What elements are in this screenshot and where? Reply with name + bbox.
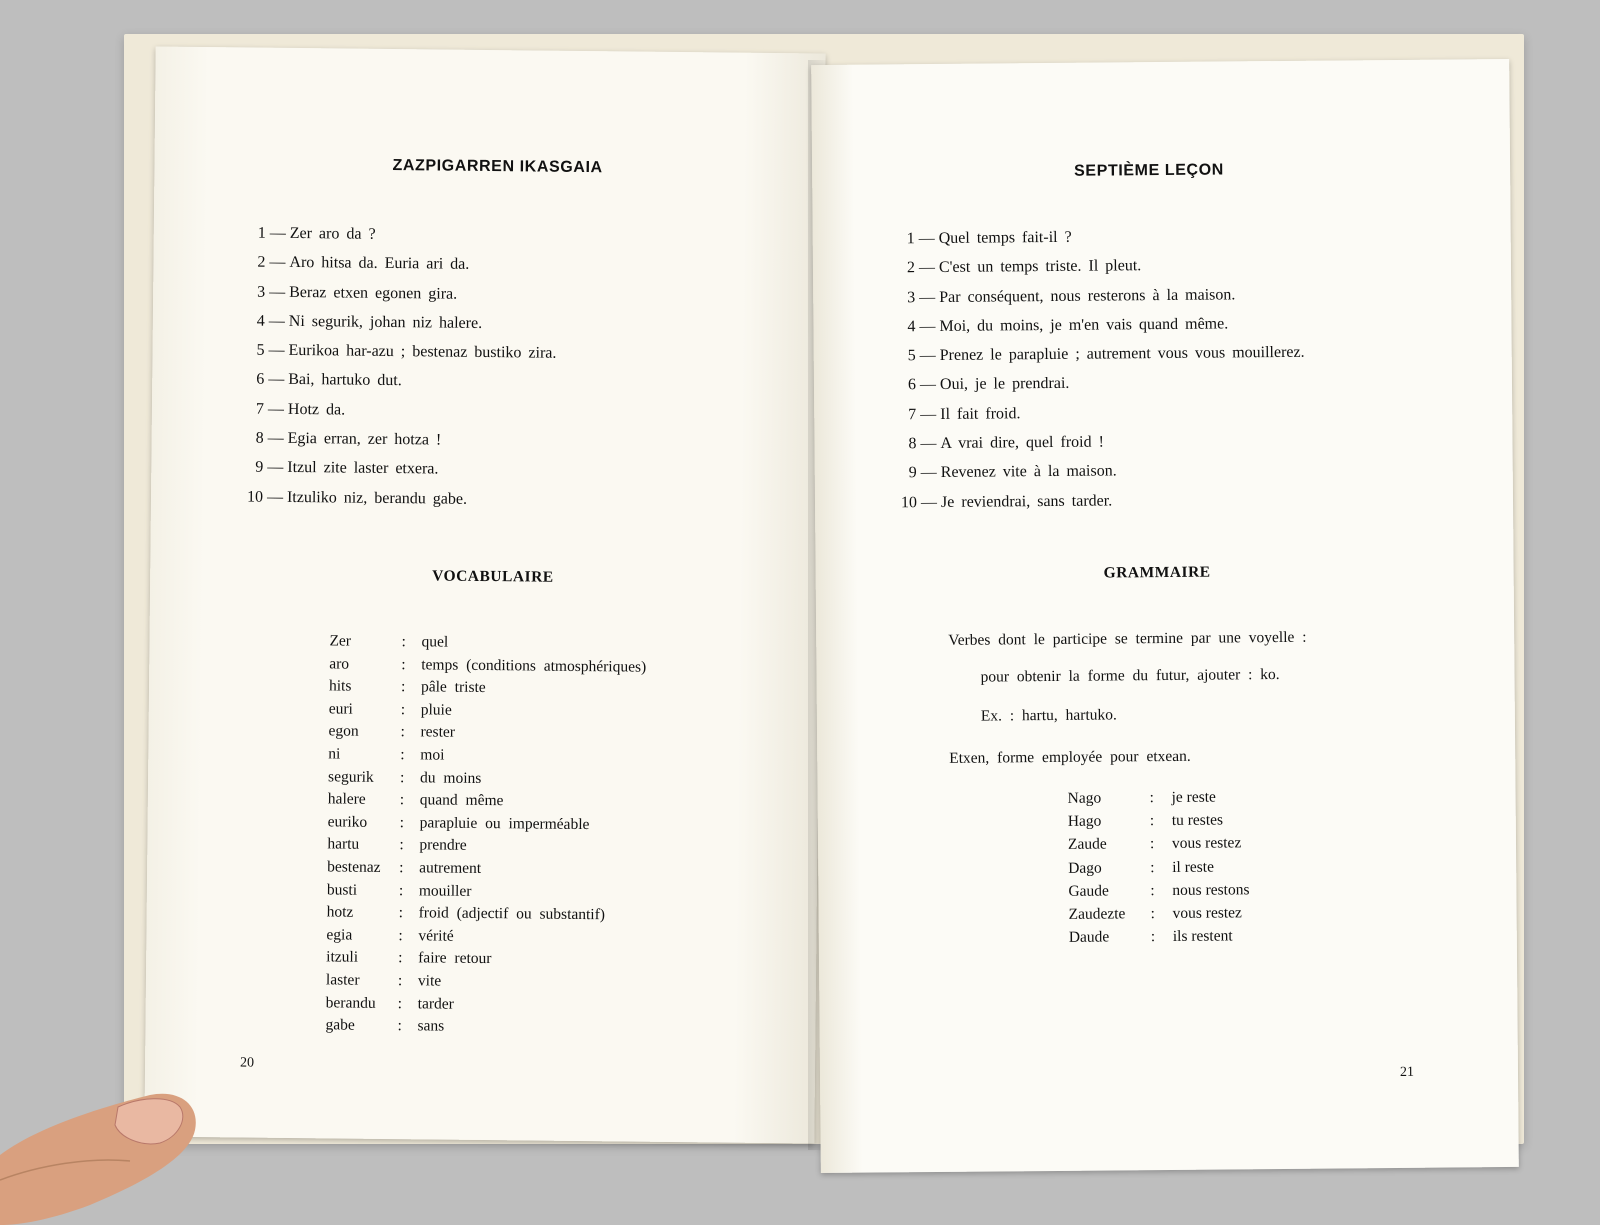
dash-separator: —	[919, 347, 936, 365]
colon-separator: :	[400, 700, 406, 718]
term: bestenaz	[327, 858, 381, 876]
dash-separator: —	[267, 429, 284, 447]
table-row	[327, 811, 644, 837]
line-text: Beraz etxen egonen gira.	[289, 283, 458, 303]
term: Daude	[1068, 928, 1110, 947]
line-number: 10	[900, 493, 918, 511]
translation: tu restes	[1171, 811, 1224, 830]
dialogue-line	[894, 367, 1305, 400]
line-text: Eurikoa har-azu ; bestenaz bustiko zira.	[288, 342, 557, 362]
table-row	[326, 992, 643, 1018]
table-row	[328, 721, 645, 747]
dialogue-line	[241, 482, 555, 515]
right-page	[811, 59, 1519, 1173]
dash-separator: —	[269, 283, 286, 301]
colon-separator: :	[1150, 858, 1155, 876]
table-row	[329, 676, 646, 702]
line-text: Aro hitsa da. Euria ari da.	[289, 254, 470, 274]
dialogue-line	[243, 306, 557, 339]
term: Zer	[329, 632, 352, 650]
translation: vous restez	[1171, 834, 1242, 853]
colon-separator: :	[400, 723, 405, 741]
left-dialogue-list	[241, 218, 558, 514]
colon-separator: :	[400, 746, 405, 764]
colon-separator: :	[400, 678, 406, 696]
right-page-title: SEPTIÈME LEÇON	[1074, 161, 1224, 180]
table-row	[1068, 901, 1249, 926]
translation: mouiller	[418, 881, 472, 900]
colon-separator: :	[1149, 812, 1155, 830]
translation: quand même	[419, 791, 504, 810]
term: euriko	[327, 813, 368, 831]
dialogue-line	[242, 336, 556, 369]
translation: prendre	[419, 836, 467, 855]
line-number: 6	[907, 376, 917, 394]
line-text: Revenez vite à la maison.	[940, 462, 1117, 482]
table-row	[328, 789, 645, 815]
dialogue-line	[241, 424, 555, 457]
translation: nous restons	[1172, 881, 1250, 899]
table-row	[1069, 924, 1250, 949]
dialogue-line	[894, 426, 1305, 459]
line-text: C'est un temps triste. Il pleut.	[938, 257, 1142, 277]
translation: ils restent	[1172, 927, 1233, 946]
translation: rester	[420, 723, 456, 742]
dash-separator: —	[266, 488, 284, 506]
line-text: Egia erran, zer hotza !	[287, 430, 442, 449]
colon-separator: :	[397, 972, 403, 990]
dash-separator: —	[918, 259, 936, 277]
colon-separator: :	[398, 904, 404, 922]
vocabulary-heading: VOCABULAIRE	[432, 567, 554, 586]
term: hartu	[327, 835, 360, 854]
dash-separator: —	[920, 464, 937, 482]
dialogue-line	[893, 279, 1304, 312]
term: Nago	[1067, 789, 1102, 807]
dash-separator: —	[920, 435, 937, 453]
line-number: 8	[908, 435, 917, 453]
table-row	[329, 698, 646, 724]
term: halere	[327, 790, 366, 808]
dialogue-line	[242, 394, 556, 427]
dash-separator: —	[268, 312, 285, 330]
term: segurik	[328, 767, 374, 786]
table-row	[326, 947, 643, 973]
line-text: Itzul zite laster etxera.	[287, 459, 439, 478]
term: Gaude	[1068, 882, 1109, 900]
term: hits	[328, 677, 352, 695]
dialogue-line	[894, 338, 1305, 371]
table-row	[326, 969, 643, 995]
colon-separator: :	[398, 949, 403, 967]
line-text: Hotz da.	[287, 400, 346, 419]
colon-separator: :	[399, 768, 405, 786]
table-row	[327, 879, 644, 905]
line-number: 2	[906, 259, 916, 277]
colon-separator: :	[399, 791, 405, 809]
dash-separator: —	[268, 341, 285, 360]
line-number: 8	[255, 429, 264, 447]
colon-separator: :	[399, 836, 404, 854]
line-text: Ni segurik, johan niz halere.	[288, 312, 483, 332]
page-number-right: 21	[1399, 1064, 1415, 1080]
translation: il reste	[1172, 858, 1215, 876]
term: gabe	[325, 1016, 355, 1034]
dash-separator: —	[919, 288, 936, 306]
table-row	[327, 856, 644, 882]
term: egia	[326, 926, 353, 944]
line-text: Par conséquent, nous resterons à la maison.	[939, 285, 1236, 306]
colon-separator: :	[398, 881, 404, 899]
table-row	[1067, 785, 1248, 810]
dash-separator: —	[919, 376, 937, 394]
line-number: 4	[907, 318, 916, 336]
term: Zaude	[1067, 835, 1107, 854]
table-row	[328, 766, 645, 792]
colon-separator: :	[1150, 928, 1156, 946]
line-text: Oui, je le prendrai.	[939, 375, 1070, 394]
dash-separator: —	[268, 371, 285, 389]
line-number: 7	[255, 400, 265, 418]
table-row	[1068, 855, 1249, 880]
left-page	[144, 47, 825, 1144]
left-page-title: ZAZPIGARREN IKASGAIA	[392, 157, 603, 177]
colon-separator: :	[398, 926, 403, 944]
term: euri	[328, 700, 353, 718]
table-row	[327, 834, 644, 860]
line-number: 1	[906, 230, 915, 248]
line-text: Prenez le parapluie ; autrement vous vous mouillerez.	[939, 343, 1305, 365]
grammar-heading: GRAMMAIRE	[1103, 563, 1211, 582]
dialogue-line	[895, 455, 1306, 488]
term: aro	[329, 654, 350, 673]
dash-separator: —	[920, 405, 937, 423]
grammar-line-2: pour obtenir la forme du futur, ajouter : ko.	[980, 666, 1280, 686]
translation: temps (conditions atmosphériques)	[421, 655, 647, 676]
dash-separator: —	[920, 493, 938, 511]
translation: tarder	[417, 994, 454, 1013]
translation: du moins	[419, 768, 482, 787]
term: Dago	[1068, 859, 1102, 877]
translation: vérité	[418, 927, 454, 945]
colon-separator: :	[1150, 905, 1155, 923]
translation: quel	[421, 633, 449, 651]
translation: vite	[417, 972, 442, 990]
line-text: Bai, hartuko dut.	[288, 371, 402, 390]
term: Zaudezte	[1068, 905, 1126, 923]
line-number: 1	[257, 224, 266, 242]
table-row	[329, 653, 646, 679]
line-text: Quel temps fait-il ?	[938, 228, 1072, 247]
table-row	[1068, 878, 1249, 903]
dialogue-line	[893, 221, 1304, 254]
dash-separator: —	[269, 254, 286, 272]
translation: moi	[420, 746, 445, 764]
colon-separator: :	[401, 655, 406, 673]
line-text: Moi, du moins, je m'en vais quand même.	[939, 315, 1229, 335]
dialogue-line	[242, 365, 556, 398]
dialogue-line	[243, 277, 557, 310]
dialogue-line	[893, 250, 1304, 283]
table-row	[327, 901, 644, 927]
translation: sans	[417, 1017, 445, 1035]
dialogue-line	[244, 218, 558, 251]
translation: parapluie ou imperméable	[419, 814, 590, 833]
dialogue-line	[893, 309, 1304, 342]
line-number: 2	[257, 253, 266, 271]
line-number: 3	[907, 288, 916, 306]
line-text: Zer aro da ?	[289, 224, 376, 243]
table-row	[329, 630, 646, 656]
translation: autrement	[419, 859, 482, 877]
finger-image	[0, 1085, 200, 1225]
table-row	[1068, 832, 1249, 857]
term: busti	[326, 880, 358, 899]
line-text: A vrai dire, quel froid !	[940, 433, 1104, 453]
table-row	[1068, 808, 1249, 833]
term: ni	[328, 745, 341, 763]
dialogue-line	[241, 453, 555, 486]
dialogue-line	[894, 397, 1305, 430]
colon-separator: :	[399, 859, 404, 877]
line-text: Itzuliko niz, berandu gabe.	[286, 488, 468, 508]
vocabulary-table	[325, 630, 646, 1040]
colon-separator: :	[1150, 881, 1155, 899]
colon-separator: :	[397, 994, 403, 1012]
translation: froid (adjectif ou substantif)	[418, 904, 606, 924]
colon-separator: :	[1149, 789, 1154, 807]
grammar-line-3: Ex. : hartu, hartuko.	[980, 706, 1117, 725]
line-text: Je reviendrai, sans tarder.	[940, 492, 1113, 511]
term: laster	[325, 971, 360, 989]
line-number: 3	[257, 283, 266, 301]
line-number: 6	[256, 371, 265, 389]
table-row	[328, 743, 645, 769]
dialogue-line	[895, 484, 1306, 517]
line-number: 5	[907, 347, 916, 365]
line-number: 7	[908, 405, 917, 424]
line-text: Il fait froid.	[940, 405, 1021, 423]
translation: pâle triste	[420, 678, 486, 697]
dash-separator: —	[918, 229, 935, 248]
translation: vous restez	[1172, 904, 1242, 922]
right-dialogue-list	[893, 221, 1306, 518]
dash-separator: —	[267, 400, 285, 418]
dash-separator: —	[919, 317, 936, 336]
colon-separator: :	[397, 1017, 402, 1035]
term: hotz	[326, 903, 354, 921]
dialogue-line	[243, 248, 557, 281]
dash-separator: —	[267, 459, 284, 477]
term: itzuli	[326, 948, 359, 967]
term: berandu	[325, 993, 376, 1012]
translation: faire retour	[418, 949, 492, 968]
colon-separator: :	[401, 633, 406, 651]
translation: pluie	[420, 701, 452, 719]
dash-separator: —	[269, 224, 286, 242]
conjugation-table	[1067, 785, 1249, 949]
table-row	[326, 924, 643, 950]
table-row	[325, 1014, 642, 1040]
line-number: 9	[255, 458, 264, 477]
term: egon	[328, 722, 359, 741]
line-number: 5	[256, 341, 265, 359]
line-number: 10	[246, 488, 264, 506]
grammar-line-4: Etxen, forme employée pour etxean.	[949, 747, 1191, 767]
line-number: 9	[908, 464, 917, 482]
translation: je reste	[1171, 788, 1216, 806]
colon-separator: :	[1149, 835, 1155, 853]
page-number-left: 20	[240, 1055, 255, 1071]
term: Hago	[1067, 812, 1102, 831]
colon-separator: :	[399, 813, 405, 831]
line-number: 4	[256, 312, 265, 330]
grammar-line-1: Verbes dont le participe se termine par une voyelle :	[948, 628, 1307, 649]
